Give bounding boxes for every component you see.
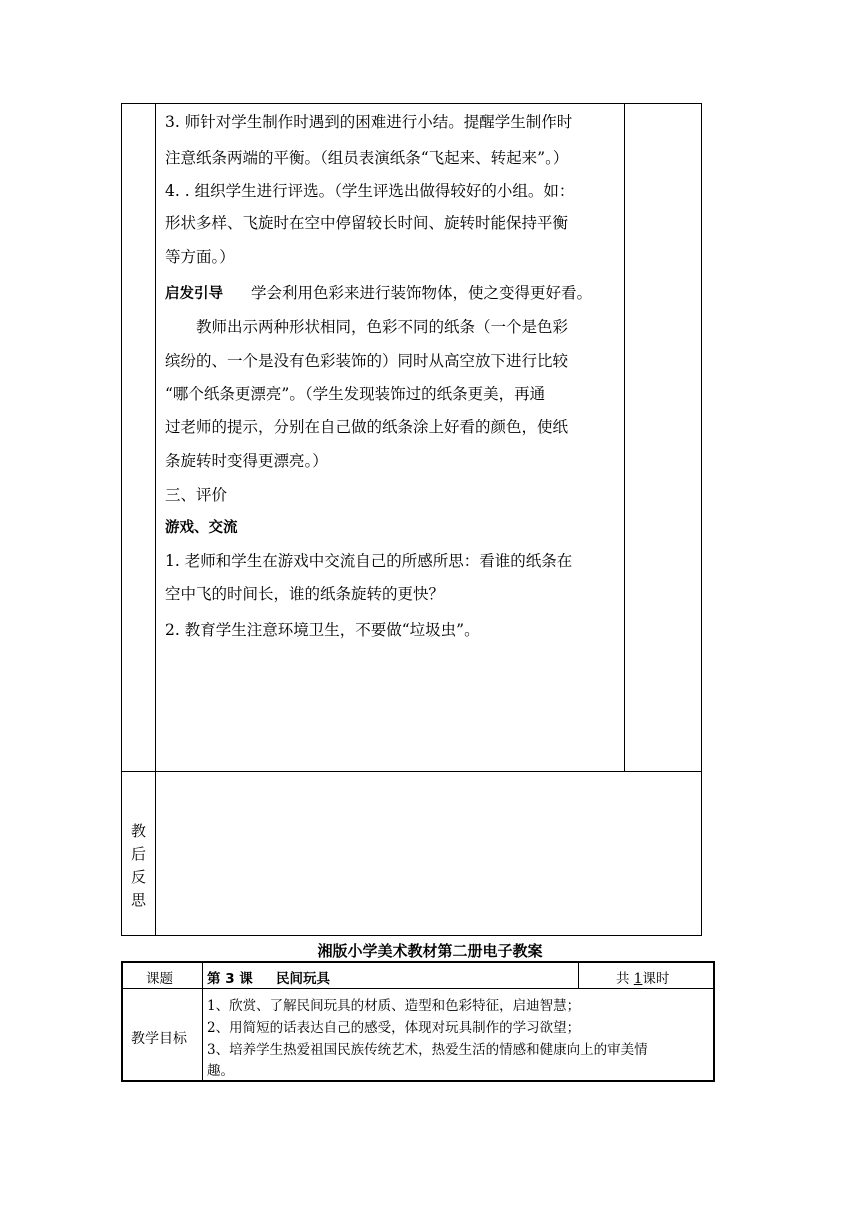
reflection-label-char: 教 — [131, 822, 147, 840]
reflection-label-char: 反 — [131, 868, 147, 886]
text-line: 1. 老师和学生在游戏中交流自己的所感所思：看谁的纸条在 — [165, 552, 573, 570]
text-line: “哪个纸条更漂亮”。（学生发现装饰过的纸条更美，再通 — [165, 385, 546, 403]
lesson-name: 民间玩具 — [276, 971, 330, 987]
guide-intro: 学会利用色彩来进行装饰物体，使之变得更好看。 — [251, 284, 593, 302]
text-line: 2. 教育学生注意环境卫生，不要做“垃圾虫”。 — [165, 621, 480, 639]
section-eval: 三、评价 — [165, 486, 228, 504]
hours-suffix: 课时 — [642, 971, 670, 987]
goal-item: 3、培养学生热爱祖国民族传统艺术，热爱生活的情感和健康向上的审美情 — [207, 1042, 648, 1058]
lesson-number: 第 3 课 — [207, 971, 253, 987]
goal-label: 教学目标 — [131, 1031, 187, 1047]
text-line: 等方面。） — [165, 248, 235, 266]
upper-table-col-divider-right — [624, 103, 625, 771]
goal-item: 1、欣赏、了解民间玩具的材质、造型和色彩特征，启迪智慧； — [207, 998, 581, 1014]
hours-prefix: 共 — [616, 971, 630, 987]
text-line: 教师出示两种形状相同，色彩不同的纸条（一个是色彩 — [196, 318, 569, 336]
hours-value: 1 — [633, 971, 643, 987]
goal-item: 趣。 — [207, 1063, 234, 1079]
lesson-table-hours-divider — [578, 961, 579, 989]
text-line: 空中飞的时间长，谁的纸条旋转的更快？ — [165, 585, 445, 603]
text-line: 缤纷的、一个是没有色彩装饰的）同时从高空放下进行比较 — [165, 352, 569, 370]
goal-item: 2、用简短的话表达自己的感受，体现对玩具制作的学习欲望； — [207, 1020, 581, 1036]
text-line: 过老师的提示，分别在自己做的纸条涂上好看的颜色，使纸 — [165, 418, 569, 436]
heading-game: 游戏、交流 — [165, 520, 238, 536]
text-line: 注意纸条两端的平衡。（组员表演纸条“飞起来、转起来”。） — [165, 149, 569, 167]
guide-paragraph — [165, 283, 620, 304]
text-line: 条旋转时变得更漂亮。） — [165, 452, 328, 470]
heading-guide: 启发引导 — [165, 286, 223, 302]
lesson-table-col-divider — [202, 961, 203, 1082]
reflection-label-char: 思 — [131, 891, 147, 909]
lesson-table-row-divider — [121, 988, 715, 989]
upper-table-row-divider — [121, 771, 702, 772]
text-line: 4. . 组织学生进行评选。（学生评选出做得较好的小组。如： — [165, 182, 575, 200]
document-title: 湘版小学美术教材第二册电子教案 — [317, 942, 543, 960]
lesson-hours — [616, 967, 669, 987]
upper-table-col-divider-left — [155, 103, 156, 936]
text-line: 3. 师针对学生制作时遇到的困难进行小结。提醒学生制作时 — [165, 113, 573, 131]
topic-label: 课题 — [146, 971, 173, 987]
reflection-label-char: 后 — [131, 845, 147, 863]
text-line: 形状多样、飞旋时在空中停留较长时间、旋转时能保持平衡 — [165, 214, 569, 232]
